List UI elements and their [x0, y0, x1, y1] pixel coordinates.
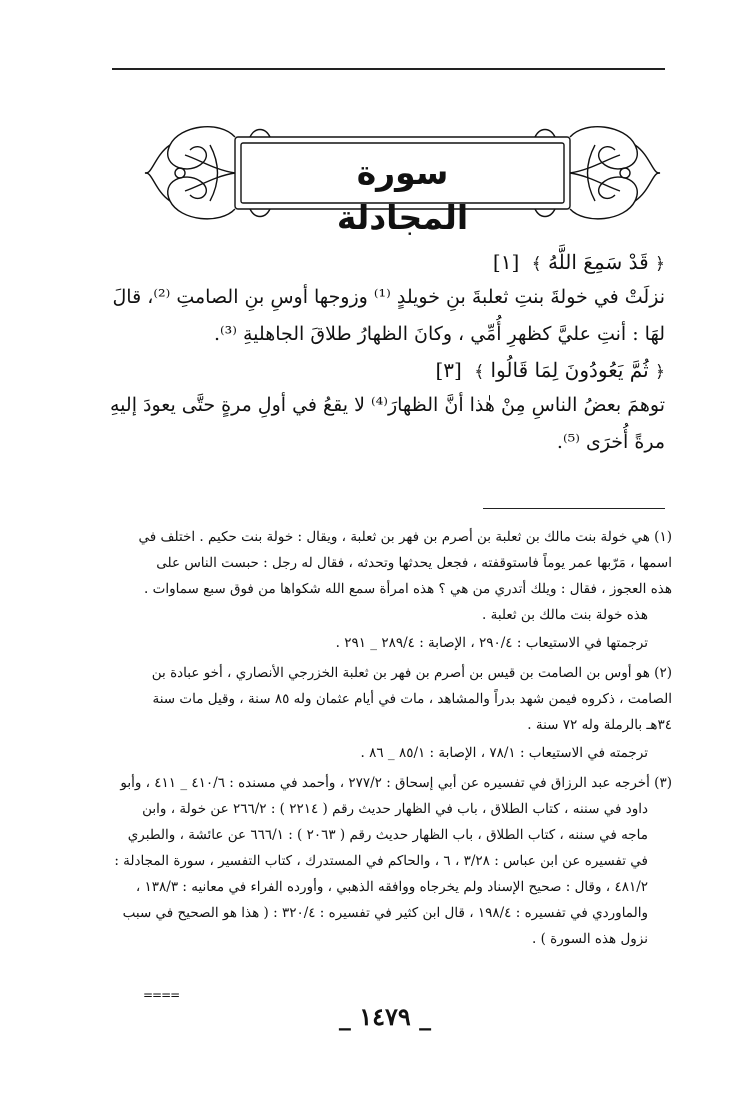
commentary-line: توهمَ بعضُ الناسِ مِنْ هٰذا أنَّ الظهارَ⁽⁴⁾ لا يقعُ في أولِ مرةٍ حتَّى يعودَ إليهِ — [109, 394, 665, 416]
footnote-line: هي خولة بنت مالك بن ثعلبة بن أصرم بن فهر بن ثعلبة ، ويقال : خولة بنت حكيم . اختلف في — [138, 529, 650, 545]
commentary-verse-1 — [100, 279, 665, 353]
footnote-number: (٢) — [654, 665, 672, 681]
footnote-line: ٣٤هـ بالرملة وله ٧٢ سنة . — [527, 717, 672, 733]
verse-3 — [100, 353, 665, 387]
footnote-line: الصامت ، ذكروه فيمن شهد بدراً والمشاهد ، مات في أيام عثمان وله ٨٥ سنة ، وقيل مات سنة — [152, 691, 672, 707]
top-rule — [112, 68, 665, 70]
footnote-number: (٣) — [654, 775, 672, 791]
footnote-2 — [110, 660, 672, 738]
footnotes — [110, 524, 672, 952]
footnote-line: داود في سننه ، كتاب الطلاق ، باب في الظهار حديث رقم ( ٢٢١٤ ) : ٢٦٦/٢ عن خولة ، وابن — [142, 801, 648, 817]
footnote-line: هذه خولة بنت مالك بن ثعلبة . — [482, 607, 648, 623]
footnote-1 — [110, 524, 672, 628]
verse-open-bracket: ﴿ — [655, 254, 665, 274]
verse-text: ثُمَّ يَعُودُونَ لِمَا قَالُوا — [490, 358, 649, 382]
footnote-source: ترجمتها في الاستيعاب : ٢٩٠/٤ ، الإصابة : ٢٨٩/٤ _ ٢٩١ . — [335, 635, 648, 651]
footnote-line: اسمها ، مَرّبها عمر يوماً فاستوقفته ، فجعل يحدثها وتحدثه ، فقال له رجل : حبست الناس على — [156, 555, 672, 571]
verse-1 — [100, 245, 665, 279]
footnote-line: أخرجه عبد الرزاق في تفسيره عن أبي إسحاق : ٢٧٧/٢ ، وأحمد في مسنده : ٤١٠/٦ _ ٤١١ ، وأبو — [120, 775, 650, 791]
footnote-line: نزول هذه السورة ) . — [531, 931, 648, 947]
footnote-line: والماوردي في تفسيره : ١٩٨/٤ ، قال ابن كثير في تفسيره : ٣٢٠/٤ : ( هذا هو الصحيح في سبب — [122, 905, 648, 921]
continuation-mark: ==== — [143, 988, 180, 1002]
footnote-line: هذه العجوز ، فقال : ويلك أتدري من هي ؟ هذه امرأة سمع الله شكواها من فوق سبع سماوات . — [144, 581, 672, 597]
verse-text: قَدْ سَمِعَ اللَّهُ — [547, 250, 649, 274]
verse-number: [١] — [492, 250, 520, 274]
verse-number: [٣] — [435, 358, 462, 382]
verse-close-bracket: ﴾ — [474, 362, 485, 382]
footnote-number: (١) — [654, 529, 672, 545]
footnote-line: في تفسيره عن ابن عباس : ٣/٢٨ ، ٦ ، والحاكم في المستدرك ، كتاب التفسير ، سورة المجادلة : — [114, 853, 648, 869]
commentary-verse-3 — [100, 387, 665, 461]
verse-open-bracket: ﴿ — [655, 362, 665, 382]
commentary-line: مرةً أُخرَى ⁽⁵⁾. — [556, 431, 665, 453]
footnote-line: ماجه في سننه ، كتاب الطلاق ، باب الظهار حديث رقم ( ٢٠٦٣ ) : ٦٦٦/١ عن عائشة ، والطبري — [127, 827, 648, 843]
verse-close-bracket: ﴾ — [531, 254, 542, 274]
surah-title-banner — [140, 115, 665, 237]
footnote-line: هو أوس بن الصامت بن قيس بن أصرم بن فهر بن ثعلبة الخزرجي الأنصاري ، أخو عبادة بن — [151, 665, 650, 681]
footnote-source: ترجمته في الاستيعاب : ٧٨/١ ، الإصابة : ٨٥/١ _ ٨٦ . — [360, 745, 648, 761]
commentary-line: لهَا : أنتِ عليَّ كظهرِ أُمِّي ، وكانَ الظهارُ طلاقَ الجاهليةِ ⁽³⁾. — [213, 323, 665, 345]
footnote-separator — [483, 508, 665, 509]
page-number: _ ١٤٧٩ _ — [338, 1002, 432, 1031]
footnote-3 — [110, 770, 672, 952]
surah-title: سورة المجادلة — [336, 153, 469, 237]
footnote-line: ٤٨١/٢ ، وقال : صحيح الإسناد ولم يخرجاه ووافقه الذهبي ، وأورده الفراء في معانيه : ١٣٨/٣ ، — [135, 879, 648, 895]
commentary-line: نزلَتْ في خولةَ بنتِ ثعلبةَ بنِ خويلدٍ ⁽¹⁾ وزوجها أوسِ بنِ الصامتِ ⁽²⁾، قالَ — [112, 286, 665, 308]
main-text — [100, 245, 665, 461]
